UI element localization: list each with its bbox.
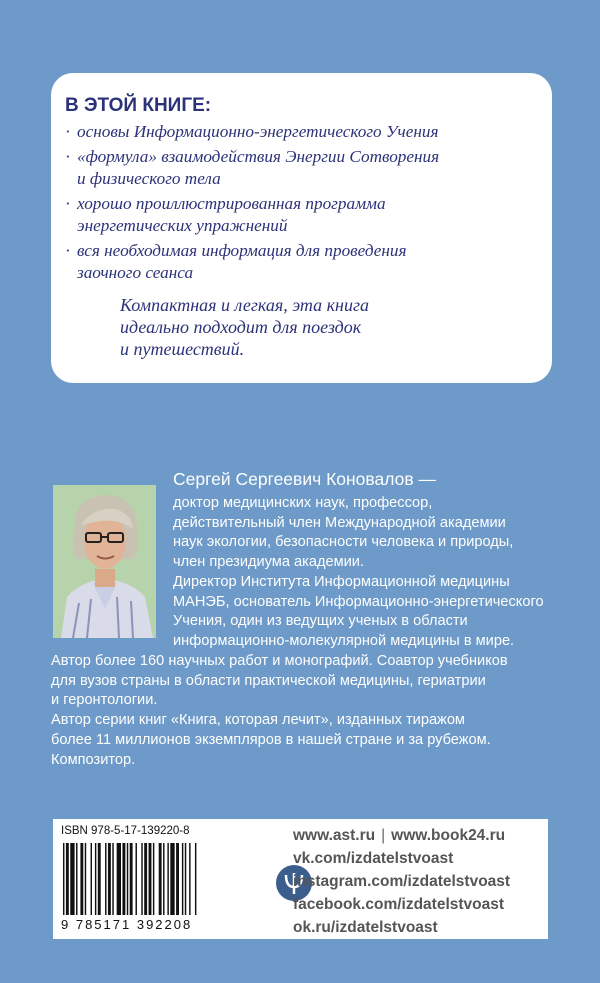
- barcode-bar: [136, 843, 137, 915]
- bullet-line: основы Информационно-энергетического Учения: [77, 122, 439, 141]
- bio-line: доктор медицинских наук, профессор,: [173, 495, 433, 511]
- bio-line: Учения, один из ведущих ученых в области: [173, 613, 468, 630]
- book-contents-card: [51, 73, 552, 383]
- barcode-bar: [195, 843, 196, 915]
- barcode-bar: [80, 843, 83, 915]
- bullet-line: энергетических упражнений: [77, 216, 288, 235]
- card-title: В ЭТОЙ КНИГЕ:: [65, 95, 212, 116]
- bio-line: информационно-молекулярной медицины в мире.: [173, 632, 515, 649]
- author-bio-right: [173, 494, 553, 652]
- author-name: Сергей Сергеевич Коновалов —: [173, 469, 437, 489]
- barcode-bar: [163, 843, 164, 915]
- bullet-item: [65, 121, 532, 143]
- bio-line: для вузов страны в области практической медицины, гериатрии: [51, 672, 486, 689]
- barcode-bar: [141, 843, 142, 915]
- site-link-book24[interactable]: www.book24.ru: [391, 827, 506, 844]
- bullet-item: [65, 193, 532, 237]
- barcode-bar: [167, 843, 168, 915]
- sites-row: [293, 824, 510, 847]
- author-bio-full: [51, 652, 561, 770]
- barcode-bar: [176, 843, 179, 915]
- barcode-bar: [159, 843, 162, 915]
- barcode-bar: [105, 843, 106, 915]
- bio-line: и геронтологии.: [51, 692, 158, 709]
- publisher-info-box: [53, 819, 548, 939]
- bio-line: действительный член Международной академии: [173, 514, 506, 531]
- promo-line: Компактная и легкая, эта книга: [120, 295, 369, 315]
- bio-line: более 11 миллионов экземпляров в нашей стране и за рубежом.: [51, 731, 491, 748]
- barcode-bar: [189, 843, 190, 915]
- ok-link[interactable]: ok.ru/izdatelstvoast: [293, 919, 438, 936]
- barcode-bar: [122, 843, 125, 915]
- barcode-bar: [153, 843, 154, 915]
- bullet-line: «формула» взаимодействия Энергии Сотворения: [77, 147, 440, 166]
- bullet-dot: ·: [65, 194, 71, 213]
- vk-link[interactable]: vk.com/izdatelstvoast: [293, 850, 454, 867]
- barcode-bar: [63, 843, 64, 915]
- bullet-dot: ·: [65, 147, 71, 166]
- isbn-label: ISBN 978-5-17-139220-8: [61, 825, 190, 837]
- publisher-links: [293, 824, 510, 939]
- barcode-bar: [185, 843, 186, 915]
- barcode-bar: [182, 843, 183, 915]
- bullet-dot: ·: [65, 122, 71, 141]
- bio-line: Автор серии книг «Книга, которая лечит», изданных тиражом: [51, 712, 465, 729]
- bullet-line: вся необходимая информация для проведения: [77, 241, 407, 260]
- instagram-link[interactable]: instagram.com/izdatelstvoast: [293, 873, 511, 890]
- barcode-bar: [127, 843, 128, 915]
- link-separator: |: [381, 827, 386, 844]
- barcode-image: [61, 843, 271, 915]
- bio-line: Композитор.: [51, 751, 136, 768]
- promo-text: [120, 294, 532, 360]
- barcode-bar: [85, 843, 86, 915]
- barcode-bar: [70, 843, 74, 915]
- barcode-bar: [117, 843, 121, 915]
- bullet-list: [65, 121, 532, 284]
- barcode-bar: [144, 843, 147, 915]
- bio-line: наук экологии, безопасности человека и природы,: [173, 534, 514, 551]
- barcode-bar: [76, 843, 77, 915]
- bullet-line: заочного сеанса: [77, 263, 194, 282]
- barcode-bar: [91, 843, 92, 915]
- facebook-link[interactable]: facebook.com/izdatelstvoast: [293, 896, 505, 913]
- bullet-line: и физического тела: [77, 169, 221, 188]
- bio-line: Директор Института Информационной медицины: [173, 573, 510, 590]
- barcode-digits: 9 785171 392208: [61, 917, 193, 932]
- promo-line: и путешествий.: [120, 339, 245, 359]
- barcode-bar: [98, 843, 101, 915]
- barcode-bar: [108, 843, 111, 915]
- bio-line: Автор более 160 научных работ и монографий. Соавтор учебников: [51, 653, 508, 669]
- promo-line: идеально подходит для поездок: [120, 317, 362, 337]
- bio-line: член президиума академии.: [173, 554, 364, 571]
- barcode-bar: [149, 843, 152, 915]
- bullet-item: [65, 146, 532, 190]
- barcode-bar: [66, 843, 69, 915]
- barcode-bar: [112, 843, 113, 915]
- barcode-bar: [170, 843, 174, 915]
- barcode-bar: [130, 843, 133, 915]
- bio-line: МАНЭБ, основатель Информационно-энергетического: [173, 593, 544, 610]
- bullet-line: хорошо проиллюстрированная программа: [77, 194, 386, 213]
- barcode-bar: [95, 843, 96, 915]
- bullet-dot: ·: [65, 241, 71, 260]
- author-portrait-image: [53, 485, 156, 638]
- author-photo: [53, 485, 156, 638]
- bullet-item: [65, 240, 532, 284]
- site-link-ast[interactable]: www.ast.ru: [293, 827, 376, 844]
